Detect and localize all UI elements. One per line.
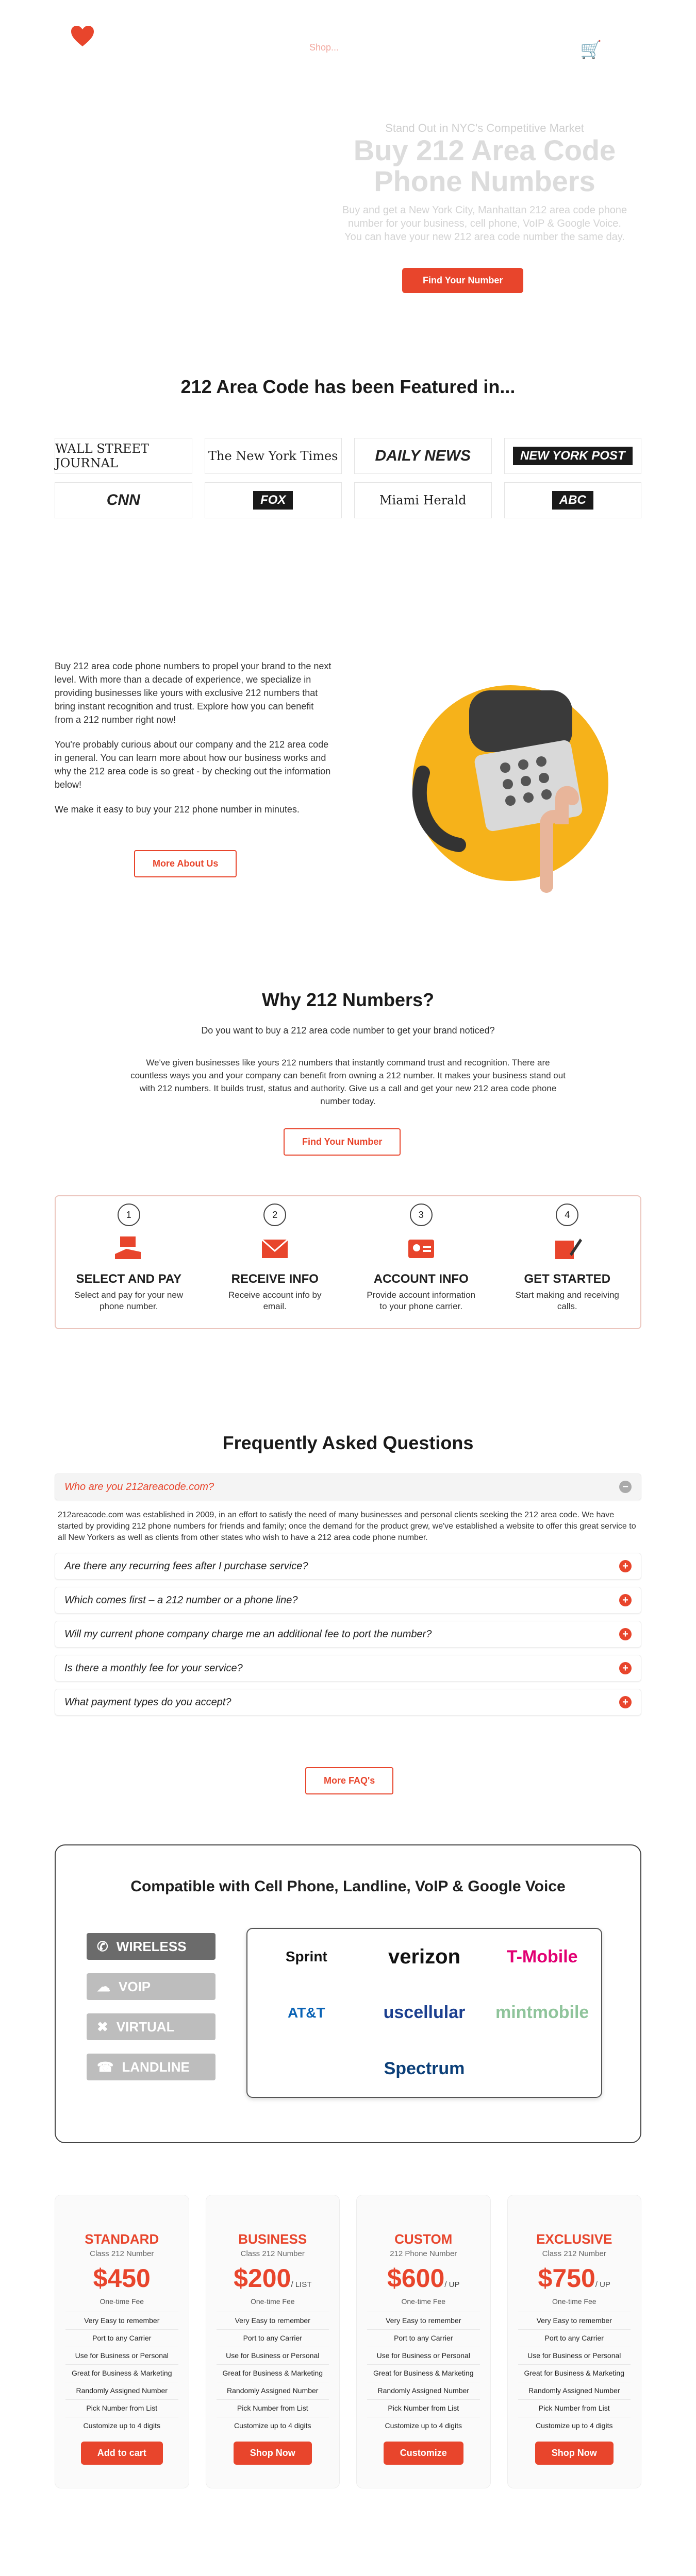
plan-name: STANDARD bbox=[85, 2231, 159, 2247]
plan-price: $750/ UP bbox=[538, 2264, 610, 2293]
phone-type-list bbox=[87, 1933, 216, 2094]
plan-business bbox=[206, 2195, 340, 2488]
plan-name: CUSTOM bbox=[394, 2231, 453, 2247]
press-logo: NEW YORK POST bbox=[504, 438, 642, 474]
expand-icon[interactable]: + bbox=[619, 1560, 632, 1572]
step-desc: Provide account information to your phone carrier. bbox=[367, 1290, 476, 1311]
about-paragraph: Buy 212 area code phone numbers to propel your brand to the next level. With more than a decade of experience, we specialize in providing businesses like yours with exclusive 212 numbers that bring instant recognition and trust. Explore how you can benefit from a 212 number right now! bbox=[55, 661, 332, 725]
faq-question[interactable]: Who are you 212areacode.com? − bbox=[55, 1473, 641, 1500]
faq-question[interactable]: Which comes first – a 212 number or a phone line? + bbox=[55, 1587, 641, 1614]
press-logo: FOX bbox=[205, 482, 342, 518]
step-select-pay bbox=[56, 1196, 202, 1328]
telephone-illustration bbox=[392, 670, 619, 896]
customize-button[interactable]: Customize bbox=[384, 2442, 463, 2465]
pricing-plans bbox=[55, 2195, 641, 2488]
hero-title: Buy 212 Area Code Phone Numbers bbox=[353, 134, 616, 197]
plan-fee: One-time Fee bbox=[250, 2297, 295, 2306]
plan-features: Very Easy to remember Port to any Carrier Use for Business or Personal Great for Business & Marketing Randomly Assigned Number Pick Number from List Customize up to 4 digits bbox=[206, 2312, 340, 2434]
step-desc: Select and pay for your new phone number. bbox=[74, 1290, 184, 1311]
step-number: 4 bbox=[556, 1204, 578, 1226]
why-section bbox=[0, 989, 696, 1432]
about-section bbox=[0, 659, 696, 989]
faq-question[interactable]: Will my current phone company charge me an additional fee to port the number? + bbox=[55, 1621, 641, 1648]
plan-name: EXCLUSIVE bbox=[536, 2231, 612, 2247]
carrier-logo: T-Mobile bbox=[506, 1946, 578, 1967]
type-wireless[interactable]: ✆ WIRELESS bbox=[87, 1933, 216, 1960]
plan-exclusive bbox=[507, 2195, 642, 2488]
featured-title: 212 Area Code has been Featured in... bbox=[180, 376, 516, 397]
faq-question[interactable]: Are there any recurring fees after I purchase service? + bbox=[55, 1553, 641, 1580]
carrier-logo-grid bbox=[246, 1928, 602, 2098]
find-number-button[interactable]: Find Your Number bbox=[402, 268, 523, 293]
type-voip[interactable]: ☁ VOIP bbox=[87, 1973, 216, 2000]
shop-search-input[interactable]: Shop... bbox=[309, 42, 339, 53]
shop-now-button[interactable]: Shop Now bbox=[535, 2442, 614, 2465]
pricing-section bbox=[0, 2195, 696, 2576]
step-number: 3 bbox=[410, 1204, 433, 1226]
plan-class: Class 212 Number bbox=[542, 2249, 606, 2258]
plan-fee: One-time Fee bbox=[401, 2297, 446, 2306]
step-desc: Receive account info by email. bbox=[228, 1290, 322, 1311]
expand-icon[interactable]: + bbox=[619, 1662, 632, 1674]
plan-fee: One-time Fee bbox=[100, 2297, 144, 2306]
step-number: 2 bbox=[263, 1204, 286, 1226]
phone-icon: ✆ bbox=[97, 1938, 108, 1954]
carrier-logo: mintmobile bbox=[495, 2003, 589, 2023]
about-paragraph: You're probably curious about our company and the 212 area code in general. You can learn more about how our business works and why the 212 area code is so great - by checking out the information below! bbox=[55, 739, 331, 790]
voip-icon: ☁ bbox=[97, 1978, 110, 1994]
step-title: ACCOUNT INFO bbox=[373, 1272, 469, 1286]
more-faqs-button[interactable]: More FAQ's bbox=[305, 1767, 393, 1794]
why-body: We've given businesses like yours 212 numbers that instantly command trust and recognition. There are countless ways you and your company can benefit from owning a 212 number. It makes your business stand out with 212 numbers. It builds trust, status and authority. Give us a call and get your new 212 area code phone number today. bbox=[130, 1058, 566, 1106]
faq-title: Frequently Asked Questions bbox=[222, 1432, 474, 1453]
expand-icon[interactable]: + bbox=[619, 1696, 632, 1708]
press-logo: DAILY NEWS bbox=[354, 438, 492, 474]
compatibility-section bbox=[0, 1844, 696, 2195]
plan-class: 212 Phone Number bbox=[390, 2249, 457, 2258]
type-landline[interactable]: ☎ LANDLINE bbox=[87, 2054, 216, 2080]
id-card-icon bbox=[403, 1233, 439, 1264]
about-paragraph: We make it easy to buy your 212 phone number in minutes. bbox=[55, 804, 300, 815]
hero-section bbox=[0, 0, 696, 330]
faq-answer: 212areacode.com was established in 2009, in an effort to satisfy the need of many businesses and personal clients seeking the 212 area code. We have started by providing 212 phone numbers for friends and family; once the demand for the product grew, we've established a website to offer this great service to all New Yorkers as well as clients from other states who wish to have a 212 area code phone number. bbox=[58, 1511, 636, 1542]
why-title: Why 212 Numbers? bbox=[261, 989, 435, 1010]
compatibility-panel bbox=[55, 1844, 641, 2143]
hero-tagline: Stand Out in NYC's Competitive Market bbox=[385, 122, 584, 134]
faq-question[interactable]: What payment types do you accept? + bbox=[55, 1689, 641, 1716]
plan-features: Very Easy to remember Port to any Carrier Use for Business or Personal Great for Business & Marketing Randomly Assigned Number Pick Number from List Customize up to 4 digits bbox=[357, 2312, 490, 2434]
shop-now-button[interactable]: Shop Now bbox=[234, 2442, 312, 2465]
faq-list bbox=[55, 1473, 641, 1723]
envelope-icon bbox=[257, 1233, 293, 1264]
plan-features: Very Easy to remember Port to any Carrier Use for Business or Personal Great for Business & Marketing Randomly Assigned Number Pick Number from List Customize up to 4 digits bbox=[508, 2312, 641, 2434]
faq-section bbox=[0, 1432, 696, 1844]
plan-class: Class 212 Number bbox=[90, 2249, 154, 2258]
plan-standard bbox=[55, 2195, 189, 2488]
featured-section bbox=[0, 330, 696, 659]
press-logo: The New York Times bbox=[205, 438, 342, 474]
find-number-button[interactable]: Find Your Number bbox=[284, 1128, 401, 1156]
plan-features: Very Easy to remember Port to any Carrier Use for Business or Personal Great for Business & Marketing Randomly Assigned Number Pick Number from List Customize up to 4 digits bbox=[55, 2312, 189, 2434]
carrier-logo: Sprint bbox=[285, 1948, 327, 1965]
step-account-info bbox=[348, 1196, 494, 1328]
press-logo: Miami Herald bbox=[354, 482, 492, 518]
virtual-icon: ✖ bbox=[97, 2019, 108, 2035]
about-text bbox=[55, 659, 333, 827]
step-get-started bbox=[494, 1196, 641, 1328]
steps-panel bbox=[55, 1195, 641, 1329]
press-logo-grid bbox=[55, 438, 641, 518]
hand-pay-icon bbox=[111, 1233, 147, 1264]
step-desc: Start making and receiving calls. bbox=[515, 1290, 619, 1311]
plan-fee: One-time Fee bbox=[552, 2297, 596, 2306]
cart-icon[interactable]: 🛒 bbox=[580, 40, 602, 60]
carrier-logo: verizon bbox=[388, 1945, 461, 1968]
plan-price: $600/ UP bbox=[387, 2264, 460, 2293]
step-title: GET STARTED bbox=[524, 1272, 611, 1286]
landline-icon: ☎ bbox=[97, 2059, 114, 2075]
carrier-logo: uscellular bbox=[383, 2003, 466, 2023]
step-title: RECEIVE INFO bbox=[231, 1272, 319, 1286]
expand-icon[interactable]: + bbox=[619, 1594, 632, 1606]
more-about-button[interactable]: More About Us bbox=[134, 850, 237, 877]
add-to-cart-button[interactable]: Add to cart bbox=[81, 2442, 163, 2465]
plan-price: $200/ LIST bbox=[234, 2264, 312, 2293]
step-number: 1 bbox=[118, 1204, 140, 1226]
type-virtual[interactable]: ✖ VIRTUAL bbox=[87, 2013, 216, 2040]
heart-logo-icon[interactable] bbox=[70, 24, 95, 49]
press-logo: CNN bbox=[55, 482, 192, 518]
hero-subtitle: Buy and get a New York City, Manhattan 212 area code phone number for your business, cell phone, VoIP & Google Voice. You can have your new 212 area code number the same day. bbox=[342, 205, 627, 243]
plan-custom bbox=[356, 2195, 491, 2488]
press-logo: WALL STREET JOURNAL bbox=[55, 438, 192, 474]
press-logo: ABC bbox=[504, 482, 642, 518]
plan-name: BUSINESS bbox=[238, 2231, 307, 2247]
why-lead: Do you want to buy a 212 area code number to get your brand noticed? bbox=[201, 1025, 495, 1036]
plan-class: Class 212 Number bbox=[240, 2249, 305, 2258]
carrier-logo: Spectrum bbox=[384, 2059, 465, 2079]
faq-question[interactable]: Is there a monthly fee for your service? + bbox=[55, 1655, 641, 1682]
plan-price: $450 bbox=[93, 2264, 151, 2293]
expand-icon[interactable]: + bbox=[619, 1628, 632, 1640]
pencil-icon bbox=[549, 1233, 585, 1264]
compatibility-title: Compatible with Cell Phone, Landline, VoIP & Google Voice bbox=[130, 1878, 566, 1895]
collapse-icon[interactable]: − bbox=[619, 1481, 632, 1493]
step-title: SELECT AND PAY bbox=[76, 1272, 181, 1286]
carrier-logo: AT&T bbox=[288, 2004, 325, 2021]
step-receive-info bbox=[202, 1196, 349, 1328]
